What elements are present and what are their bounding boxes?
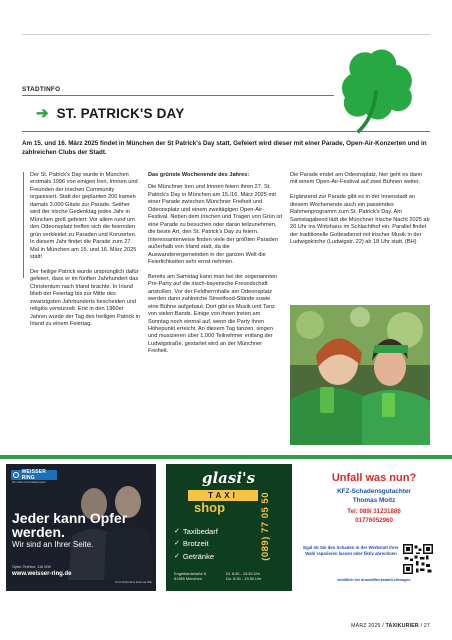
phone-number: (089) 77 05 50	[260, 492, 271, 561]
paragraph: Bereits am Samstag kann man bei der sogenannten Pre-Party auf die irisch-bayerische Freundschaft anstoßen. Vor der Feldherrnhalle am Odeonsplatz werden dann zahlreiche Streetfood-Stände sowie eine Bühne aufgebaut. Dort gibt es Musik und Tanz von vielen Bands. Einige von ihnen treten am Sonntag noch einmal auf, wenn die Party ihren Höhepunkt erreicht. An diesem Tag tanzen, singen und musizieren über 1.000 Teilnehmer entlang der Ludwigstraße, gestartet wird an der Münchner Freiheit.	[148, 273, 278, 355]
ad-weisser-ring[interactable]	[6, 464, 156, 591]
ad-hotline: Opfer-Telefon: 116 006	[12, 565, 51, 569]
checkmark-icon: ✓	[174, 552, 180, 560]
column-accent-bar	[23, 172, 24, 278]
article-photo	[290, 305, 430, 445]
list-item: ✓ Getränke	[174, 551, 218, 563]
taxi-sign: TAXI	[188, 490, 258, 501]
checkmark-icon: ✓	[174, 528, 180, 535]
headline-rule	[22, 131, 430, 132]
ad-glasis-taxi-shop[interactable]	[166, 464, 292, 591]
ad-note: Egal ob Sie den Schaden in der Werkstatt Ihrer Wahl reparieren lassen oder fiktiv abrechnen	[303, 545, 399, 556]
logo-subline: Wir helfen Kriminalitätsopfern.	[12, 481, 47, 484]
page-title: ST. PATRICK'S DAY	[56, 106, 185, 121]
ad-headline: Jeder kann Opfer werden.	[12, 510, 128, 540]
ad-question: Unfall was nun?	[331, 472, 417, 484]
list-item: ✓ Taxibedarf	[174, 526, 218, 538]
subheading: Das grünste Wochenende des Jahres:	[148, 172, 250, 178]
qr-code-icon[interactable]	[403, 544, 433, 574]
ads-divider	[0, 455, 452, 459]
ad-footer-note: behilflich bei Anwalt/Werkstatt/Leihwagen	[337, 578, 411, 582]
paragraph: Ergänzend zur Parade gibt es in der Innenstadt an diesem Wochenende auch ein passendes Rahmenprogramm zum St. Patrick's Day. Am Samstagabend lädt die Münchner Irische Nacht 2025 ab 20 Uhr ins Wirtshaus im Schlachthof ein. Parallel findet der traditionelle Gottesdienst mit irischer Musik in der Ludwigskirche (Ludwigstr. 22) ab 18 Uhr statt. (BH)	[290, 194, 430, 246]
ad-service-title: KFZ-Schadensgutachter	[337, 488, 411, 495]
offer-list	[174, 526, 218, 563]
mobile-number: 01776052960	[355, 517, 393, 524]
weisser-ring-logo: WEISSER RING	[11, 470, 57, 480]
page-footer: MÄRZ 2025 / TAXIKURIER / 27	[351, 623, 430, 629]
top-rule	[22, 34, 430, 35]
list-item: ✓ Brotzeit	[174, 538, 218, 550]
magazine-name: TAXIKURIER	[385, 623, 419, 629]
ad-unfall-gutachter[interactable]	[302, 466, 446, 590]
address: Engelhardstraße 6 81369 München	[174, 571, 207, 582]
article-lead: Am 15. und 16. März 2025 findet in München der St Patrick's Day statt. Gefeiert wird dieser mit einer Parade, Open-Air-Konzerten und in zahlreichen Clubs der Stadt.	[22, 140, 427, 156]
arrow-right-icon: ➔	[36, 105, 49, 122]
paragraph: Die Münchner Iren und Irinnen feiern ihren 27. St. Patrick's Day in München am 15./16. März 2025 mit einer Parade zwischen Münchner Freiheit und Odeonsplatz und einem zweitägigen Open-Air-Festival. Neben dem Irischen und Tragen von Grün ist eine Parade zu besuchen oder daran teilzunehmen, die beste Art, den St. Patrick's Day zu feiern. Interessanterweise finden viele der größten Paraden außerhalb von Irland statt, da die Auswanderergemeinden in der ganzen Welt die Feierlichkeiten sehr ernst nehmen.	[148, 184, 283, 265]
page-number: / 27	[420, 623, 430, 629]
article-column-3	[290, 172, 430, 254]
shamrock-icon	[330, 42, 422, 138]
section-label: STADTINFO	[22, 86, 61, 93]
section-rule	[22, 95, 334, 96]
article-column-2	[148, 172, 282, 363]
ring-icon	[13, 472, 19, 478]
paragraph: Die Parade endet am Odeonsplatz, hier geht es dann mit einem Open-Air-Festival auf zwei Bühnen weiter.	[290, 172, 423, 186]
shop-label: shop	[194, 500, 226, 515]
opening-hours: Di. 8:30 - 13:30 Uhr Do. 8:30 - 13:30 Uhr	[226, 571, 262, 582]
photo-caption: Kurt Schmidt & Dietmar Bär	[115, 580, 152, 584]
article-column-1	[30, 172, 140, 336]
paragraph: Der St. Patrick's Day wurde in München erstmals 1996 von einigen Iren, Irinnen und Freunden der irischen Community organisiert. Statt der geplanten 200 kamen damals 3.000 Gäste zur Parade. Seither wird der irische Gedenktag jedes Jahr in München groß gefeiert: Vor allem rund um den Odeonsplatz treffen sich die feiernden grün verkleidet zu Paraden und Konzerten. In diesem Jahr findet die Parade zum 27. Mal in München am 15. und 16. März 2025 statt!	[30, 172, 138, 260]
phone-number: Tel: 089/ 31231886	[347, 508, 401, 515]
ad-subline: Wir sind an Ihrer Seite.	[12, 540, 94, 549]
ad-url-link[interactable]: www.weisser-ring.de	[12, 571, 72, 577]
article-headline	[36, 106, 184, 121]
brand-name: glasi's	[202, 469, 256, 487]
paragraph: Der heilige Patrick wurde ursprünglich dafür gefeiert, dass er im fünften Jahrhundert das Christentum nach Irland brachte. In Irland blieb der Feiertag bis zur Mitte des zwanzigsten Jahrhunderts bescheiden und religiös verwurzelt. Erst in den 1960er Jahren wurde der Tag des heiligen Patrick in Irland zu einem Feiertag.	[30, 268, 140, 327]
ad-person-name: Thomas Moitz	[352, 497, 396, 504]
checkmark-icon: ✓	[174, 540, 180, 548]
